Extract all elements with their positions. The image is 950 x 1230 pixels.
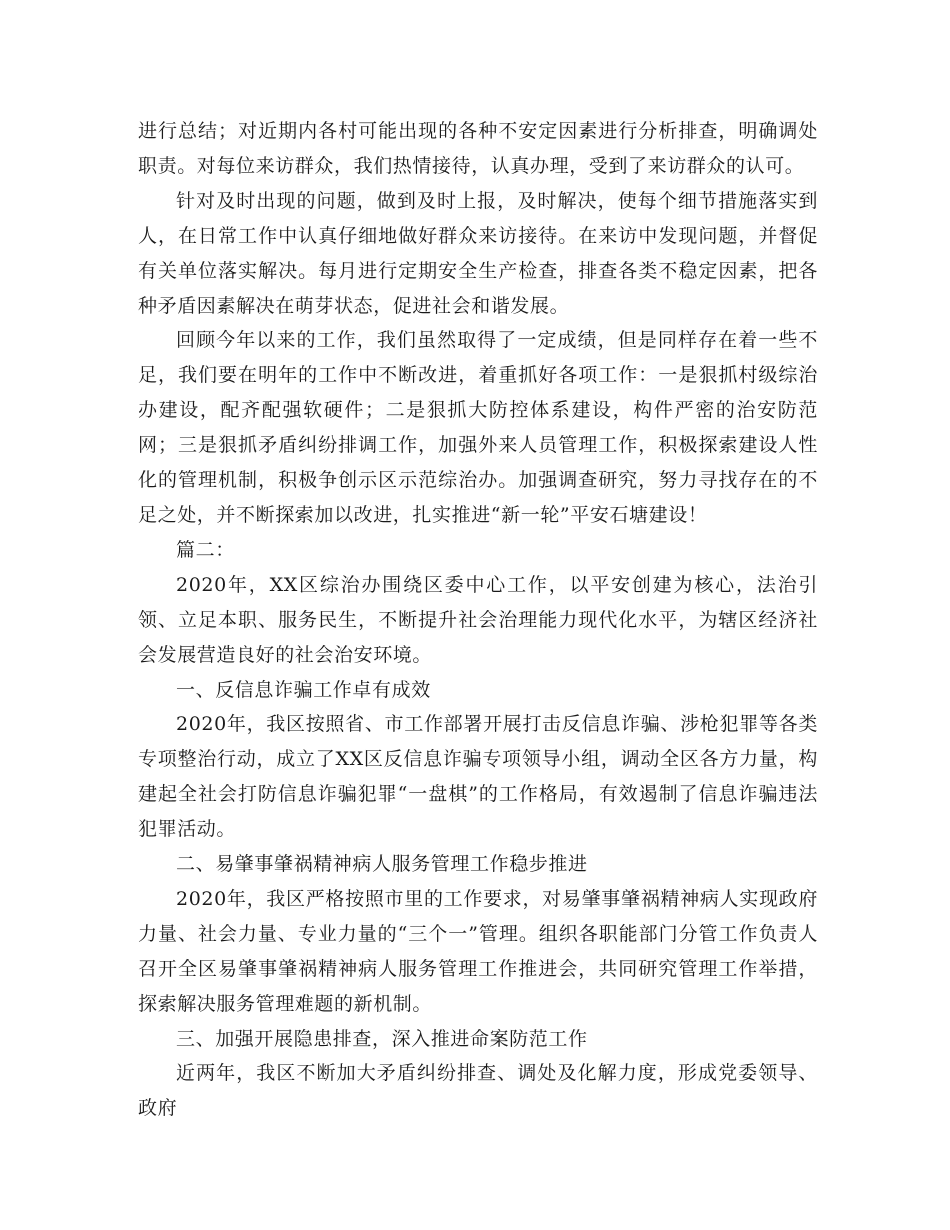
heading-mental-health-management: 二、易肇事肇祸精神病人服务管理工作稳步推进 bbox=[176, 853, 588, 876]
heading-hazard-inspection: 三、加强开展隐患排查，深入推进命案防范工作 bbox=[176, 1027, 588, 1050]
paragraph-7: 近两年，我区不断加大矛盾纠纷排查、调处及化解力度，形成党委领导、政府 bbox=[138, 1062, 818, 1120]
paragraph-4: 2020年，XX区综治办围绕区委中心工作，以平安创建为核心，法治引领、立足本职、服务民生，不断提升社会治理能力现代化水平，为辖区经济社会发展营造良好的社会治安环境。 bbox=[138, 573, 818, 666]
document-body bbox=[138, 114, 818, 1126]
paragraph-3: 回顾今年以来的工作，我们虽然取得了一定成绩，但是同样存在着一些不足，我们要在明年的工作中不断改进，着重抓好各项工作：一是狠抓村级综治办建设，配齐配强软硬件；二是狠抓大防控体系建设，构件严密的治安防范网；三是狠抓矛盾纠纷排调工作，加强外来人员管理工作，积极探索建设人性化的管理机制，积极争创示区示范综治办。加强调查研究，努力寻找存在的不足之处，并不断探索加以改进，扎实推进“新一轮”平安石塘建设！ bbox=[138, 329, 818, 526]
heading-anti-fraud: 一、反信息诈骗工作卓有成效 bbox=[176, 678, 431, 701]
paragraph-5: 2020年，我区按照省、市工作部署开展打击反信息诈骗、涉枪犯罪等各类专项整治行动，成立了XX区反信息诈骗专项领导小组，调动全区各方力量，构建起全社会打防信息诈骗犯罪“一盘棋”的工作格局，有效遏制了信息诈骗违法犯罪活动。 bbox=[138, 713, 818, 841]
section-heading-part-two: 篇二： bbox=[176, 538, 235, 561]
paragraph-6: 2020年，我区严格按照市里的工作要求，对易肇事肇祸精神病人实现政府力量、社会力量、专业力量的“三个一”管理。组织各职能部门分管工作负责人召开全区易肇事肇祸精神病人服务管理工作推进会，共同研究管理工作举措，探索解决服务管理难题的新机制。 bbox=[138, 887, 818, 1015]
paragraph-2: 针对及时出现的问题，做到及时上报，及时解决，使每个细节措施落实到人，在日常工作中认真仔细地做好群众来访接待。在来访中发现问题，并督促有关单位落实解决。每月进行定期安全生产检查，排查各类不稳定因素，把各种矛盾因素解决在萌芽状态，促进社会和谐发展。 bbox=[138, 189, 818, 317]
paragraph-1: 进行总结；对近期内各村可能出现的各种不安定因素进行分析排查，明确调处职责。对每位来访群众，我们热情接待，认真办理，受到了来访群众的认可。 bbox=[138, 120, 818, 177]
